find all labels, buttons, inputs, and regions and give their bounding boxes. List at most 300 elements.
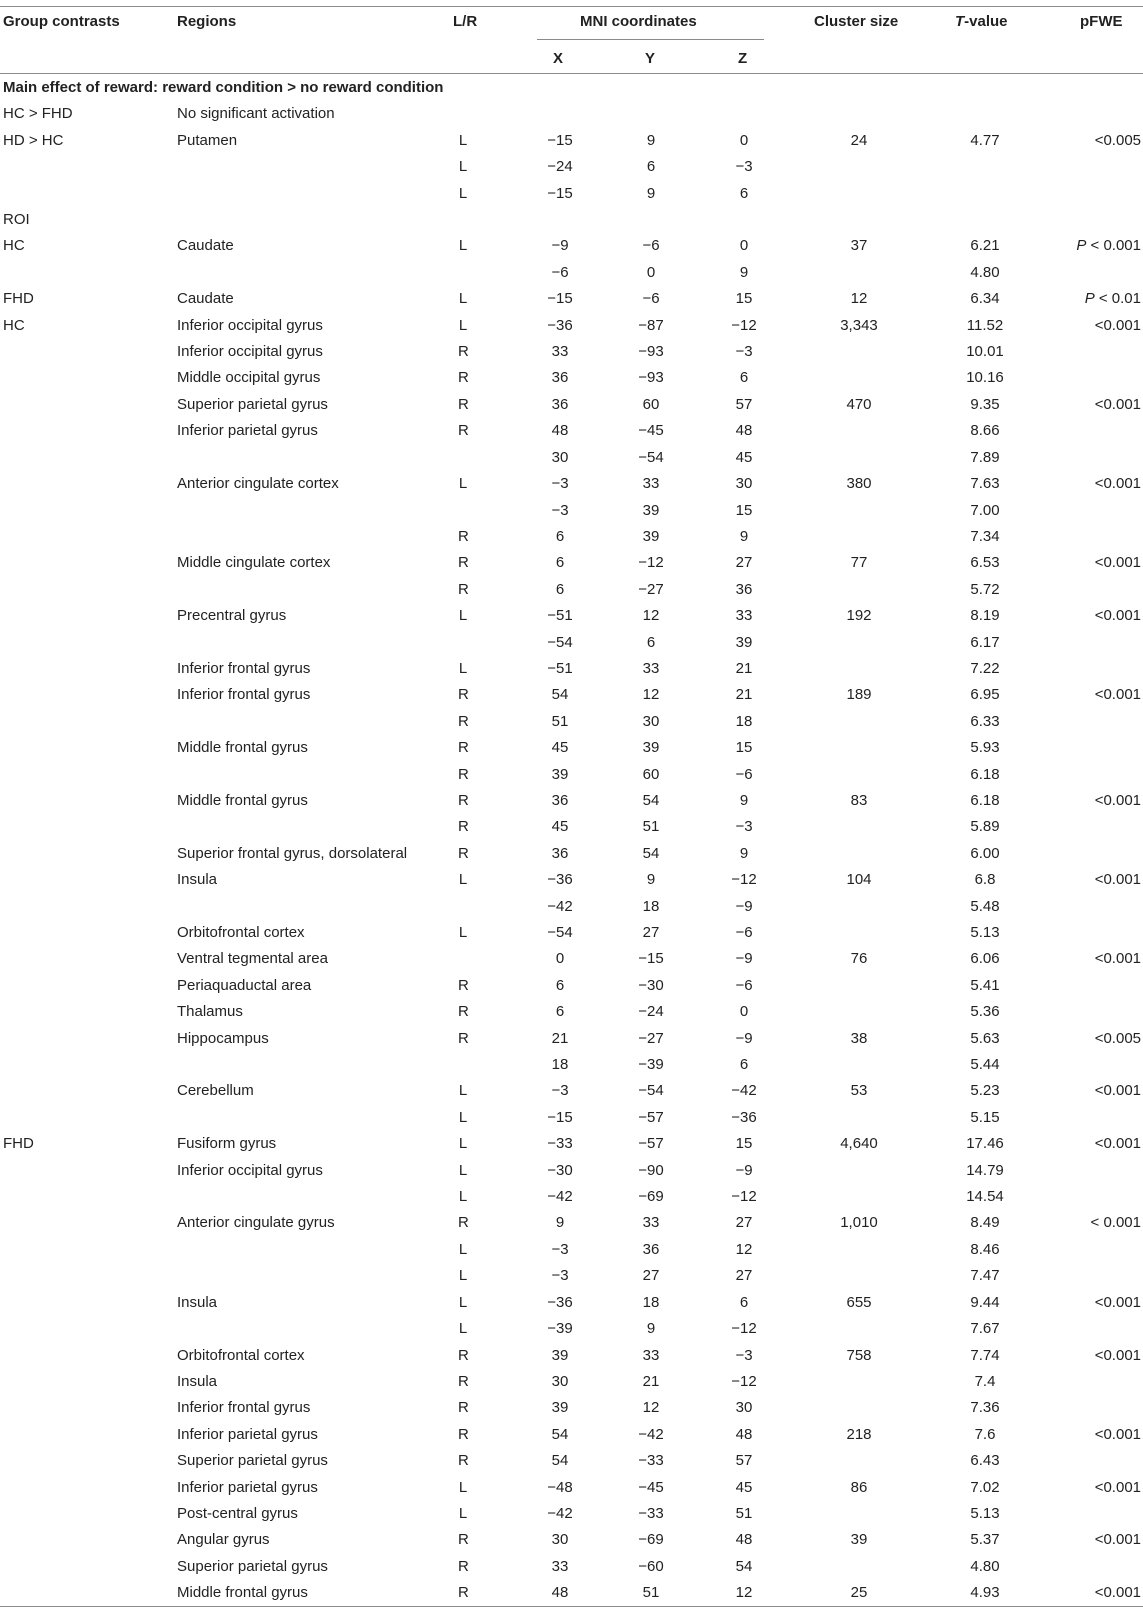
t-value-cell: 7.34	[970, 527, 1000, 545]
table-row	[0, 656, 1143, 682]
hemisphere-cell: R	[458, 686, 469, 704]
table-row	[0, 814, 1143, 840]
hemisphere-cell: L	[458, 184, 468, 202]
cluster-size-cell: 380	[846, 475, 872, 493]
region-cell: Inferior frontal gyrus	[177, 1399, 311, 1417]
mni-x-cell: −42	[547, 1188, 573, 1206]
cluster-size-cell: 4,640	[840, 1135, 878, 1153]
hemisphere-cell: R	[458, 1214, 469, 1232]
table-row	[0, 867, 1143, 893]
t-value-cell: 5.44	[970, 1056, 1000, 1074]
t-value-cell: 4.80	[970, 263, 1000, 281]
hemisphere-cell: L	[458, 158, 468, 176]
hemisphere-cell: R	[458, 1029, 469, 1047]
mni-z-cell: 15	[735, 739, 753, 757]
mni-x-cell: −3	[551, 1240, 569, 1258]
mni-y-cell: −6	[642, 290, 660, 308]
header-mni-coordinates: MNI coordinates	[580, 13, 697, 30]
mni-x-cell: −3	[551, 1267, 569, 1285]
table-row	[0, 1026, 1143, 1052]
t-value-cell: 6.95	[970, 686, 1000, 704]
t-value-cell: 4.77	[970, 131, 1000, 149]
region-cell: Inferior parietal gyrus	[177, 1478, 318, 1496]
hemisphere-cell: R	[458, 976, 469, 994]
t-value-cell: 5.93	[970, 739, 1000, 757]
table-row	[0, 1184, 1143, 1210]
table-row	[0, 1501, 1143, 1527]
mni-z-cell: 45	[735, 1478, 753, 1496]
cluster-size-cell: 77	[850, 554, 868, 572]
mni-x-cell: 6	[555, 1003, 565, 1021]
section-heading-row	[0, 75, 1143, 101]
t-value-cell: 4.93	[970, 1584, 1000, 1602]
mni-y-cell: −93	[638, 369, 664, 387]
table-row	[0, 1131, 1143, 1157]
cluster-size-cell: 39	[850, 1531, 868, 1549]
table-top-rule	[0, 6, 1143, 7]
table-row	[0, 313, 1143, 339]
mni-z-cell: −9	[735, 1029, 753, 1047]
mni-y-cell: −42	[638, 1425, 664, 1443]
pfwe-cell: P < 0.01	[1084, 290, 1141, 308]
table-row	[0, 603, 1143, 629]
mni-x-cell: −15	[547, 290, 573, 308]
mni-z-cell: 0	[739, 131, 749, 149]
hemisphere-cell: L	[458, 131, 468, 149]
mni-y-cell: −39	[638, 1056, 664, 1074]
table-row	[0, 999, 1143, 1025]
table-row	[0, 1527, 1143, 1553]
hemisphere-cell: L	[458, 607, 468, 625]
t-value-cell: 8.66	[970, 422, 1000, 440]
region-cell: Precentral gyrus	[177, 607, 287, 625]
t-value-cell: 5.72	[970, 580, 1000, 598]
mni-z-cell: 9	[739, 844, 749, 862]
hemisphere-cell: R	[458, 395, 469, 413]
hemisphere-cell: R	[458, 712, 469, 730]
mni-y-cell: −6	[642, 237, 660, 255]
mni-x-cell: −3	[551, 475, 569, 493]
t-value-cell: 5.41	[970, 976, 1000, 994]
hemisphere-cell: L	[458, 290, 468, 308]
mni-z-cell: 57	[735, 395, 753, 413]
mni-x-cell: −9	[551, 237, 569, 255]
mni-x-cell: 48	[551, 422, 569, 440]
hemisphere-cell: L	[458, 316, 468, 334]
table-row	[0, 524, 1143, 550]
table-row	[0, 1395, 1143, 1421]
t-value-cell: 6.18	[970, 791, 1000, 809]
table-row	[0, 1263, 1143, 1289]
hemisphere-cell: L	[458, 871, 468, 889]
mni-z-cell: −36	[731, 1108, 757, 1126]
table-row	[0, 471, 1143, 497]
t-value-cell: 7.63	[970, 475, 1000, 493]
mni-x-cell: −36	[547, 316, 573, 334]
pfwe-cell: <0.001	[1094, 475, 1141, 493]
mni-y-cell: −87	[638, 316, 664, 334]
header-z: Z	[738, 50, 748, 67]
t-value-cell: 5.63	[970, 1029, 1000, 1047]
hemisphere-cell: L	[458, 1135, 468, 1153]
t-value-cell: 7.6	[974, 1425, 996, 1443]
pfwe-cell: <0.001	[1094, 316, 1141, 334]
t-value-cell: 6.00	[970, 844, 1000, 862]
mni-x-cell: −6	[551, 263, 569, 281]
mni-x-cell: 33	[551, 343, 569, 361]
mni-z-cell: −42	[731, 1082, 757, 1100]
mni-y-cell: 39	[642, 501, 660, 519]
mni-x-cell: 36	[551, 844, 569, 862]
table-row	[0, 392, 1143, 418]
mni-y-cell: 6	[646, 158, 656, 176]
table-row	[0, 762, 1143, 788]
t-value-cell: 10.01	[966, 343, 1004, 361]
table-row	[0, 1052, 1143, 1078]
mni-z-cell: −12	[731, 1320, 757, 1338]
table-row	[0, 682, 1143, 708]
mni-x-cell: −15	[547, 1108, 573, 1126]
mni-z-cell: 15	[735, 501, 753, 519]
hemisphere-cell: R	[458, 1452, 469, 1470]
mni-x-cell: −42	[547, 897, 573, 915]
mni-y-cell: −27	[638, 580, 664, 598]
t-value-cell: 7.4	[974, 1372, 996, 1390]
t-value-cell: 6.21	[970, 237, 1000, 255]
t-value-cell: 7.89	[970, 448, 1000, 466]
hemisphere-cell: R	[458, 1003, 469, 1021]
cluster-size-cell: 3,343	[840, 316, 878, 334]
mni-x-cell: −48	[547, 1478, 573, 1496]
header-cluster-size: Cluster size	[814, 13, 899, 30]
table-row	[0, 1316, 1143, 1342]
pfwe-cell: <0.001	[1094, 1478, 1141, 1496]
t-value-cell: 10.16	[966, 369, 1004, 387]
mni-x-cell: 48	[551, 1584, 569, 1602]
hemisphere-cell: R	[458, 580, 469, 598]
mni-z-cell: −12	[731, 871, 757, 889]
mni-y-cell: 39	[642, 739, 660, 757]
mni-y-cell: 33	[642, 475, 660, 493]
mni-x-cell: 39	[551, 765, 569, 783]
mni-y-cell: 51	[642, 818, 660, 836]
table-row	[0, 418, 1143, 444]
t-value-cell: 7.36	[970, 1399, 1000, 1417]
mni-y-cell: 12	[642, 1399, 660, 1417]
region-cell: Inferior occipital gyrus	[177, 1161, 323, 1179]
mni-y-cell: 39	[642, 527, 660, 545]
table-row	[0, 841, 1143, 867]
table-row	[0, 1580, 1143, 1606]
mni-z-cell: 9	[739, 527, 749, 545]
mni-y-cell: 27	[642, 924, 660, 941]
mni-y-cell: −90	[638, 1161, 664, 1179]
mni-x-cell: 6	[555, 976, 565, 994]
region-cell: Middle cingulate cortex	[177, 554, 331, 572]
t-value-cell: 5.37	[970, 1531, 1000, 1549]
hemisphere-cell: R	[458, 791, 469, 809]
mni-y-cell: 54	[642, 791, 660, 809]
region-cell: Insula	[177, 1372, 218, 1390]
hemisphere-cell: L	[458, 1504, 468, 1522]
mni-y-cell: 18	[642, 1293, 660, 1311]
region-cell: Orbitofrontal cortex	[177, 1346, 305, 1364]
mni-y-cell: 6	[646, 633, 656, 651]
mni-x-cell: 36	[551, 369, 569, 387]
region-cell: Inferior frontal gyrus	[177, 686, 311, 704]
table-row	[0, 788, 1143, 814]
table-row	[0, 260, 1143, 286]
table-row	[0, 894, 1143, 920]
t-value-cell: 7.47	[970, 1267, 1000, 1285]
mni-x-cell: 6	[555, 554, 565, 572]
mni-y-cell: 9	[646, 1320, 656, 1338]
region-cell: Insula	[177, 1293, 218, 1311]
mni-y-cell: −12	[638, 554, 664, 572]
mni-y-cell: 54	[642, 844, 660, 862]
cluster-size-cell: 758	[846, 1346, 872, 1364]
mni-z-cell: −6	[735, 924, 753, 941]
mni-y-cell: 12	[642, 607, 660, 625]
t-value-cell: 9.44	[970, 1293, 1000, 1311]
mni-z-cell: 30	[735, 1399, 753, 1417]
hemisphere-cell: L	[458, 1293, 468, 1311]
hemisphere-cell: L	[458, 237, 468, 255]
mni-x-cell: 18	[551, 1056, 569, 1074]
mni-z-cell: 15	[735, 290, 753, 308]
t-value-cell: 6.53	[970, 554, 1000, 572]
header-regions: Regions	[177, 13, 237, 30]
mni-x-cell: −36	[547, 1293, 573, 1311]
mni-z-cell: −9	[735, 897, 753, 915]
pfwe-cell: <0.001	[1094, 791, 1141, 809]
mni-z-cell: 45	[735, 448, 753, 466]
pfwe-cell: <0.001	[1094, 686, 1141, 704]
t-value-cell: 7.67	[970, 1320, 1000, 1338]
mni-y-cell: 27	[642, 1267, 660, 1285]
cluster-size-cell: 76	[850, 950, 868, 968]
t-value-cell: 14.79	[966, 1161, 1004, 1179]
group-contrast-cell: HD > HC	[3, 131, 64, 149]
hemisphere-cell: L	[458, 1188, 468, 1206]
pfwe-cell: <0.001	[1094, 1346, 1141, 1364]
hemisphere-cell: R	[458, 1346, 469, 1364]
pfwe-cell: < 0.001	[1090, 1214, 1141, 1232]
t-value-cell: 6.17	[970, 633, 1000, 651]
mni-x-cell: 45	[551, 739, 569, 757]
group-contrast-cell: HC > FHD	[3, 105, 73, 123]
mni-z-cell: 6	[739, 1056, 749, 1074]
mni-y-cell: −45	[638, 1478, 664, 1496]
mni-y-cell: 33	[642, 1346, 660, 1364]
mni-x-cell: 6	[555, 527, 565, 545]
mni-y-cell: 0	[646, 263, 656, 281]
pfwe-cell: <0.001	[1094, 1584, 1141, 1602]
mni-y-cell: −24	[638, 1003, 664, 1021]
t-value-cell: 8.46	[970, 1240, 1000, 1258]
mni-x-cell: 30	[551, 448, 569, 466]
mni-y-cell: −54	[638, 448, 664, 466]
hemisphere-cell: L	[458, 1082, 468, 1100]
cluster-size-cell: 24	[850, 131, 868, 149]
hemisphere-cell: L	[458, 1161, 468, 1179]
pfwe-cell: <0.001	[1094, 871, 1141, 889]
cluster-size-cell: 38	[850, 1029, 868, 1047]
header-bottom-rule	[0, 73, 1143, 74]
table-row	[0, 946, 1143, 972]
region-cell: Middle frontal gyrus	[177, 739, 308, 757]
mni-z-cell: 36	[735, 580, 753, 598]
mni-z-cell: 54	[735, 1557, 753, 1575]
mni-x-cell: 21	[551, 1029, 569, 1047]
region-cell: Cerebellum	[177, 1082, 254, 1100]
cluster-size-cell: 12	[850, 290, 868, 308]
mni-x-cell: −51	[547, 607, 573, 625]
mni-y-cell: 33	[642, 659, 660, 677]
table-row	[0, 1105, 1143, 1131]
t-value-cell: 5.15	[970, 1108, 1000, 1126]
mni-y-cell: −69	[638, 1188, 664, 1206]
mni-x-cell: 0	[555, 950, 565, 968]
mni-y-cell: 18	[642, 897, 660, 915]
mni-z-cell: 0	[739, 237, 749, 255]
mni-x-cell: −3	[551, 501, 569, 519]
table-row	[0, 233, 1143, 259]
region-cell: Periaquaductal area	[177, 976, 312, 994]
cluster-size-cell: 53	[850, 1082, 868, 1100]
mni-z-cell: −6	[735, 976, 753, 994]
header-y: Y	[645, 50, 656, 67]
mni-y-cell: −60	[638, 1557, 664, 1575]
mni-z-cell: −3	[735, 343, 753, 361]
region-cell: Middle frontal gyrus	[177, 791, 308, 809]
mni-z-cell: 48	[735, 1531, 753, 1549]
pfwe-cell: <0.001	[1094, 1293, 1141, 1311]
region-cell: Post-central gyrus	[177, 1504, 298, 1522]
table-row	[0, 577, 1143, 603]
hemisphere-cell: L	[458, 1267, 468, 1285]
hemisphere-cell: R	[458, 369, 469, 387]
table-row	[0, 1422, 1143, 1448]
hemisphere-cell: L	[458, 924, 468, 941]
region-cell: Caudate	[177, 237, 234, 255]
pfwe-cell: <0.005	[1094, 131, 1141, 149]
hemisphere-cell: R	[458, 1399, 469, 1417]
mni-z-cell: 12	[735, 1240, 753, 1258]
mni-z-cell: 0	[739, 1003, 749, 1021]
mni-y-cell: −30	[638, 976, 664, 994]
mni-z-cell: −12	[731, 316, 757, 334]
mni-z-cell: 48	[735, 422, 753, 440]
region-cell: No significant activation	[177, 105, 335, 123]
mni-z-cell: 27	[735, 1214, 753, 1232]
mni-x-cell: −30	[547, 1161, 573, 1179]
mni-y-cell: −57	[638, 1108, 664, 1126]
t-value-cell: 5.13	[970, 924, 1000, 941]
mni-x-cell: −24	[547, 158, 573, 176]
mni-z-cell: 15	[735, 1135, 753, 1153]
region-cell: Caudate	[177, 290, 234, 308]
mni-z-cell: 30	[735, 475, 753, 493]
region-cell: Hippocampus	[177, 1029, 269, 1047]
cluster-size-cell: 86	[850, 1478, 868, 1496]
hemisphere-cell: R	[458, 527, 469, 545]
hemisphere-cell: R	[458, 765, 469, 783]
mni-z-cell: 33	[735, 607, 753, 625]
mni-x-cell: −15	[547, 184, 573, 202]
header-t-suffix: -value	[964, 13, 1008, 30]
mni-x-cell: 54	[551, 686, 569, 704]
t-value-cell: 7.74	[970, 1346, 1000, 1364]
header-lr: L/R	[453, 13, 478, 30]
cluster-size-cell: 37	[850, 237, 868, 255]
table-row	[0, 154, 1143, 180]
cluster-size-cell: 83	[850, 791, 868, 809]
mni-z-cell: −12	[731, 1372, 757, 1390]
t-value-cell: 14.54	[966, 1188, 1004, 1206]
hemisphere-cell: R	[458, 1372, 469, 1390]
group-contrast-cell: ROI	[3, 211, 30, 229]
table-bottom-rule	[0, 1606, 1143, 1607]
table-row	[0, 1290, 1143, 1316]
mni-x-cell: 45	[551, 818, 569, 836]
mni-z-cell: −3	[735, 158, 753, 176]
mni-z-cell: 48	[735, 1425, 753, 1443]
t-value-cell: 17.46	[966, 1135, 1004, 1153]
header-t-value	[955, 13, 1008, 30]
mni-y-cell: 21	[642, 1372, 660, 1390]
t-value-cell: 4.80	[970, 1557, 1000, 1575]
region-cell: Superior parietal gyrus	[177, 395, 328, 413]
mni-y-cell: 60	[642, 765, 660, 783]
mni-x-cell: 6	[555, 580, 565, 598]
mni-z-cell: −3	[735, 1346, 753, 1364]
region-cell: Putamen	[177, 131, 238, 149]
cluster-size-cell: 189	[846, 686, 872, 704]
mni-x-cell: −51	[547, 659, 573, 677]
hemisphere-cell: R	[458, 1531, 469, 1549]
hemisphere-cell: R	[458, 343, 469, 361]
table-body	[0, 75, 1143, 1607]
mni-y-cell: −54	[638, 1082, 664, 1100]
cluster-size-cell: 104	[846, 871, 872, 889]
mni-x-cell: −36	[547, 871, 573, 889]
t-value-cell: 5.89	[970, 818, 1000, 836]
t-value-cell: 9.35	[970, 395, 1000, 413]
mni-y-cell: 51	[642, 1584, 660, 1602]
t-value-cell: 11.52	[966, 316, 1004, 334]
mni-x-cell: −54	[547, 633, 573, 651]
region-cell: Insula	[177, 871, 218, 889]
mni-x-cell: 39	[551, 1346, 569, 1364]
mni-y-cell: −69	[638, 1531, 664, 1549]
mni-y-cell: −33	[638, 1504, 664, 1522]
mni-z-cell: −3	[735, 818, 753, 836]
mni-x-cell: 54	[551, 1452, 569, 1470]
mni-z-cell: −12	[731, 1188, 757, 1206]
table-row	[0, 1210, 1143, 1236]
region-cell: Superior parietal gyrus	[177, 1557, 328, 1575]
mni-z-cell: 27	[735, 1267, 753, 1285]
group-contrast-cell: FHD	[3, 1135, 34, 1153]
mni-x-cell: 33	[551, 1557, 569, 1575]
mni-z-cell: 51	[735, 1504, 753, 1522]
table-row	[0, 181, 1143, 207]
table-row	[0, 339, 1143, 365]
hemisphere-cell: L	[458, 1108, 468, 1126]
header-t-italic: T	[955, 13, 965, 30]
mni-y-cell: 9	[646, 184, 656, 202]
